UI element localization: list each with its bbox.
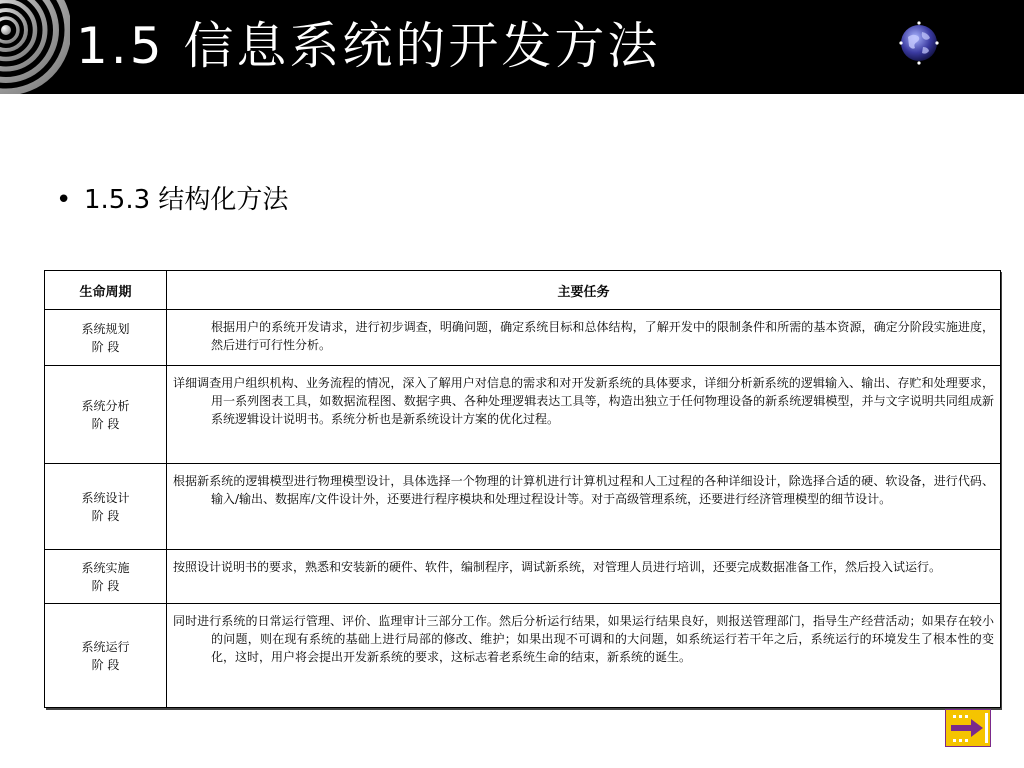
task-text: 同时进行系统的日常运行管理、评价、监理审计三部分工作。然后分析运行结果，如果运行结果良好，则报送管理部门，指导生产经营活动；如果存在较小的问题，则在现有系统的基础上进行局部的修改、维护；如果出现不可调和的大问题，如系统运行若干年之后，系统运行的环境发生了根本性的变化，这时，用户将会提出开发新系统的要求，这标志着老系统生命的结束，新系统的诞生。 (173, 614, 994, 664)
task-text: 详细调查用户组织机构、业务流程的情况，深入了解用户对信息的需求和对开发新系统的具体要求，详细分析新系统的逻辑输入、输出、存贮和处理要求，用一系列图表工具，如数据流程图、数据字典、各种处理逻辑表达工具等，构造出独立于任何物理设备的新系统逻辑模型，并与文字说明共同组成新系统逻辑设计说明书。系统分析也是新系统设计方案的优化过程。 (173, 376, 994, 426)
task-text: 根据新系统的逻辑模型进行物理模型设计，具体选择一个物理的计算机进行计算机过程和人工过程的各种详细设计，除选择合适的硬、软设备，进行代码、输入/输出、数据库/文件设计外，还要进行程序模块和处理过程设计等。对于高级管理系统，还要进行经济管理模型的细节设计。 (173, 474, 994, 506)
task-cell (167, 464, 1001, 550)
task-text: 根据用户的系统开发请求，进行初步调查，明确问题，确定系统目标和总体结构，了解开发中的限制条件和所需的基本资源，确定分阶段实施进度，然后进行可行性分析。 (211, 320, 994, 352)
table-row (45, 366, 1001, 464)
section-heading: 1.5.3 结构化方法 (84, 185, 289, 215)
page-title: 1.5 信息系统的开发方法 (76, 17, 661, 75)
stage-cell (45, 366, 167, 464)
stage-name: 系统规划 (81, 321, 130, 336)
table-header-row (45, 271, 1001, 310)
stage-cell (45, 604, 167, 708)
globe-icon (896, 20, 942, 66)
stage-suffix: 阶 段 (91, 339, 120, 354)
stage-suffix: 阶 段 (91, 416, 120, 431)
stage-suffix: 阶 段 (91, 657, 120, 672)
spiral-decoration-icon (0, 0, 70, 94)
header-main-tasks: 主要任务 (167, 271, 1001, 310)
stage-cell (45, 550, 167, 604)
bullet-icon: • (56, 185, 72, 215)
task-cell (167, 604, 1001, 708)
task-cell (167, 550, 1001, 604)
table-row (45, 604, 1001, 708)
stage-suffix: 阶 段 (91, 578, 120, 593)
stage-suffix: 阶 段 (91, 508, 120, 523)
stage-name: 系统分析 (81, 398, 130, 413)
task-text: 按照设计说明书的要求，熟悉和安装新的硬件、软件，编制程序，调试新系统，对管理人员进行培训，还要完成数据准备工作，然后投入试运行。 (173, 560, 942, 574)
lifecycle-table (44, 270, 1001, 708)
header-lifecycle: 生命周期 (45, 271, 167, 310)
table-row (45, 550, 1001, 604)
stage-cell (45, 464, 167, 550)
section-bullet (56, 180, 288, 220)
stage-name: 系统设计 (81, 490, 130, 505)
stage-name: 系统运行 (81, 639, 130, 654)
task-cell (167, 310, 1001, 366)
stage-cell (45, 310, 167, 366)
task-cell (167, 366, 1001, 464)
stage-name: 系统实施 (81, 560, 130, 575)
title-bar (0, 0, 1024, 94)
arrow-logo-icon (945, 709, 991, 747)
table-row (45, 310, 1001, 366)
table-row (45, 464, 1001, 550)
